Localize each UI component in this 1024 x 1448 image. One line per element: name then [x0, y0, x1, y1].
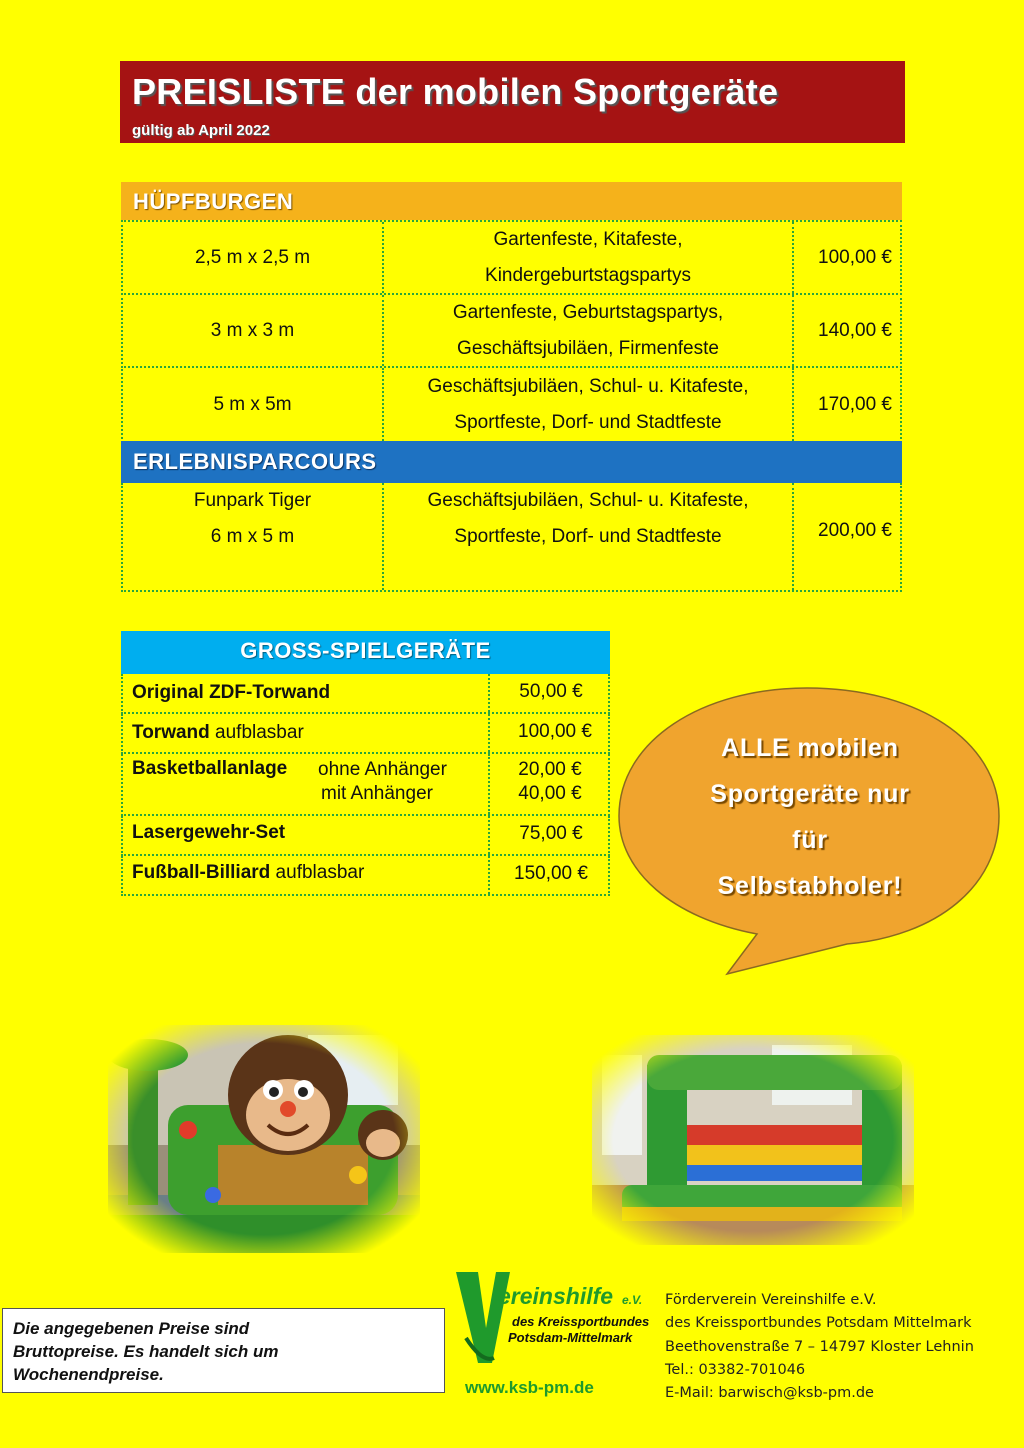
- table-row: [121, 816, 610, 856]
- bouncy-castle-photo: [592, 1035, 914, 1245]
- address-line: Förderverein Vereinshilfe e.V.: [665, 1292, 877, 1308]
- page-title: PREISLISTE der mobilen Sportgeräte: [132, 71, 779, 112]
- size-cell: 2,5 m x 2,5 m: [123, 222, 384, 293]
- use-line: Geschäftsjubiläen, Schul- u. Kitafeste,: [427, 375, 749, 397]
- page-subtitle: gültig ab April 2022: [132, 122, 270, 139]
- use-cell: [384, 295, 794, 366]
- item-label: Torwand aufblasbar: [132, 722, 304, 743]
- use-line: Sportfeste, Dorf- und Stadtfeste: [454, 411, 722, 433]
- monkey-bouncy-castle-photo: [108, 1025, 420, 1253]
- table-row: [121, 714, 610, 754]
- logo-line2: Potsdam-Mittelmark: [508, 1330, 633, 1345]
- section-heading-erlebnisparcours: ERLEBNISPARCOURS: [121, 441, 902, 483]
- address-block: [665, 1289, 974, 1405]
- logo-name: ereinshilfe: [498, 1283, 614, 1309]
- option-line: mit Anhänger: [321, 783, 433, 804]
- table-row: [121, 754, 610, 816]
- item-options: [318, 758, 447, 806]
- price-cell: 200,00 €: [818, 520, 892, 541]
- table-row: [121, 856, 610, 896]
- price-cell: 100,00 €: [818, 246, 892, 268]
- price-cell: 170,00 €: [818, 393, 892, 415]
- size-cell: 5 m x 5m: [123, 368, 384, 441]
- use-cell: [384, 222, 794, 293]
- price-note: Die angegebenen Preise sind Bruttopreise. Es handelt sich um Wochenendpreise.: [2, 1308, 445, 1393]
- item-label: Original ZDF-Torwand: [132, 682, 331, 703]
- table-row: [121, 293, 902, 368]
- vereinshilfe-logo: [452, 1268, 652, 1378]
- address-line: des Kreissportbundes Potsdam Mittelmark: [665, 1315, 972, 1332]
- option-line: ohne Anhänger: [318, 759, 447, 780]
- item-label: Lasergewehr-Set: [132, 822, 286, 843]
- item-price: 50,00 €: [488, 674, 612, 712]
- address-line: Beethovenstraße 7 – 14797 Kloster Lehnin: [665, 1338, 974, 1355]
- item-name: Funpark Tiger: [193, 490, 312, 511]
- use-line: Gartenfeste, Geburtstagspartys,: [452, 301, 724, 323]
- item-price: 150,00 €: [488, 856, 612, 894]
- logo-ev: e.V.: [622, 1293, 643, 1307]
- section-heading-gross: GROSS-SPIELGERÄTE: [121, 631, 610, 674]
- item-label: Basketballanlage: [132, 758, 288, 779]
- size-cell: 3 m x 3 m: [123, 295, 384, 366]
- use-cell: [384, 483, 794, 590]
- use-line: Gartenfeste, Kitafeste,: [493, 228, 683, 250]
- price-cell: 140,00 €: [818, 319, 892, 341]
- item-label: Fußball-Billiard aufblasbar: [132, 862, 365, 883]
- use-cell: [384, 368, 794, 441]
- name-cell: [123, 483, 384, 590]
- item-price: 100,00 €: [488, 714, 610, 752]
- item-price: 20,00 € 40,00 €: [488, 754, 610, 814]
- website-link[interactable]: www.ksb-pm.de: [465, 1378, 594, 1397]
- use-line: Geschäftsjubiläen, Firmenfeste: [457, 337, 719, 359]
- phone: Tel.: 03382-701046: [665, 1361, 806, 1378]
- logo-line1: des Kreissportbundes: [512, 1314, 650, 1329]
- gross-table: [121, 631, 610, 896]
- table-row: [121, 220, 902, 295]
- use-line: Geschäftsjubiläen, Schul- u. Kitafeste,: [427, 490, 749, 511]
- title-banner: [120, 61, 905, 143]
- table-row: [121, 366, 902, 443]
- item-size: 6 m x 5 m: [210, 526, 295, 547]
- section-heading-huepfburgen: HÜPFBURGEN: [121, 182, 902, 220]
- table-row: [121, 483, 902, 592]
- item-price: 75,00 €: [488, 816, 612, 854]
- bubble-text: ALLE mobilen Sportgeräte nur für Selbstabholer!: [710, 734, 910, 900]
- use-line: Kindergeburtstagspartys: [485, 264, 691, 286]
- email[interactable]: E-Mail: barwisch@ksb-pm.de: [665, 1385, 874, 1402]
- use-line: Sportfeste, Dorf- und Stadtfeste: [454, 526, 722, 547]
- table-row: [121, 674, 610, 714]
